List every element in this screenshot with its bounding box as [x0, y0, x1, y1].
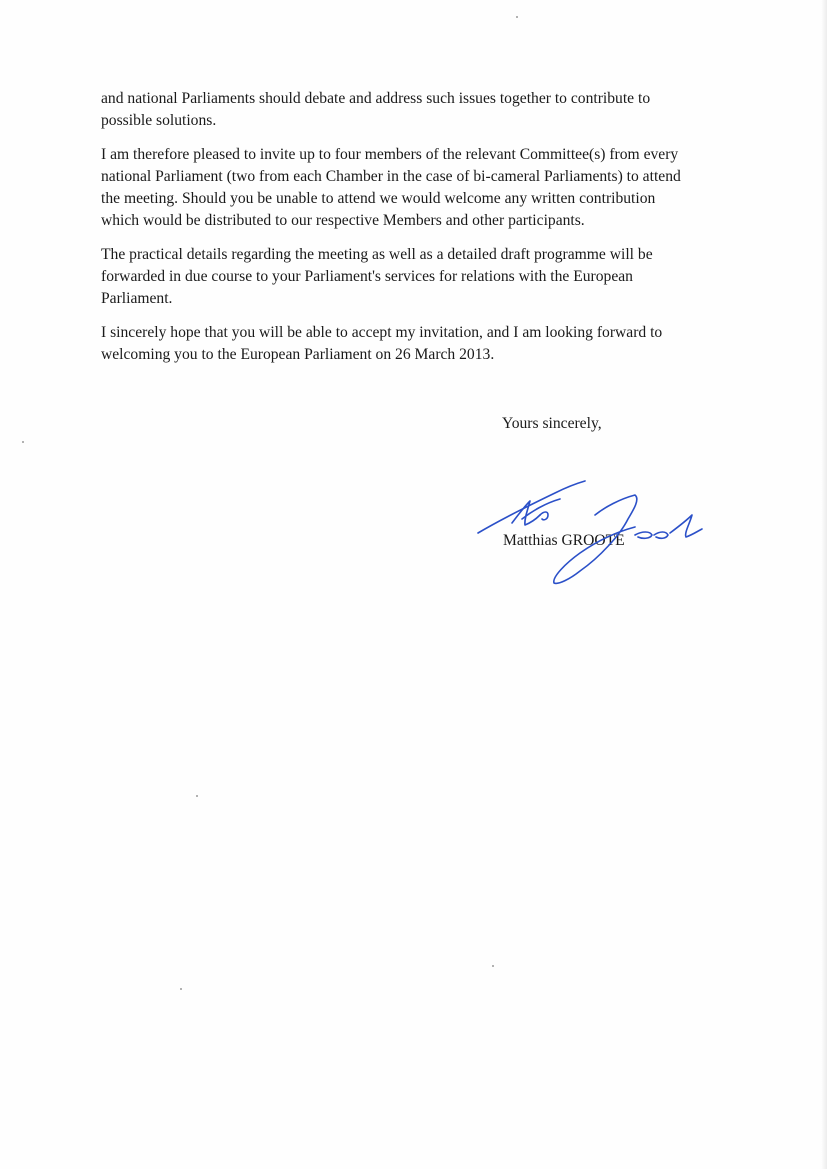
scan-edge-shadow: [821, 0, 827, 1169]
scan-speck: [196, 795, 198, 797]
paragraph-closing-of-previous: [101, 88, 751, 132]
closing-salutation: Yours sincerely,: [502, 415, 602, 432]
text-line: possible solutions.: [101, 112, 217, 129]
paragraph-practical-details: [101, 244, 751, 310]
letter-body: [101, 88, 751, 378]
text-line: and national Parliaments should debate and address such issues together to contribute to: [101, 90, 651, 107]
text-line: national Parliament (two from each Chamber in the case of bi-cameral Parliaments) to attend: [101, 168, 681, 185]
text-line: welcoming you to the European Parliament on 26 March 2013.: [101, 346, 495, 363]
text-line: which would be distributed to our respective Members and other participants.: [101, 212, 585, 229]
scan-speck: [22, 441, 24, 443]
scan-speck: [180, 988, 182, 990]
paragraph-hope: [101, 322, 751, 366]
signer-name: Matthias GROOTE: [503, 532, 625, 549]
text-line: The practical details regarding the meeting as well as a detailed draft programme will be: [101, 246, 653, 263]
text-line: Parliament.: [101, 290, 173, 307]
paragraph-invitation: [101, 144, 751, 232]
text-line: forwarded in due course to your Parliament's services for relations with the European: [101, 268, 633, 285]
text-line: the meeting. Should you be unable to attend we would welcome any written contribution: [101, 190, 656, 207]
text-line: I am therefore pleased to invite up to four members of the relevant Committee(s) from every: [101, 146, 679, 163]
text-line: I sincerely hope that you will be able to accept my invitation, and I am looking forward to: [101, 324, 663, 341]
scan-speck: [516, 16, 518, 18]
handwritten-signature: [470, 475, 730, 595]
scan-speck: [492, 965, 494, 967]
